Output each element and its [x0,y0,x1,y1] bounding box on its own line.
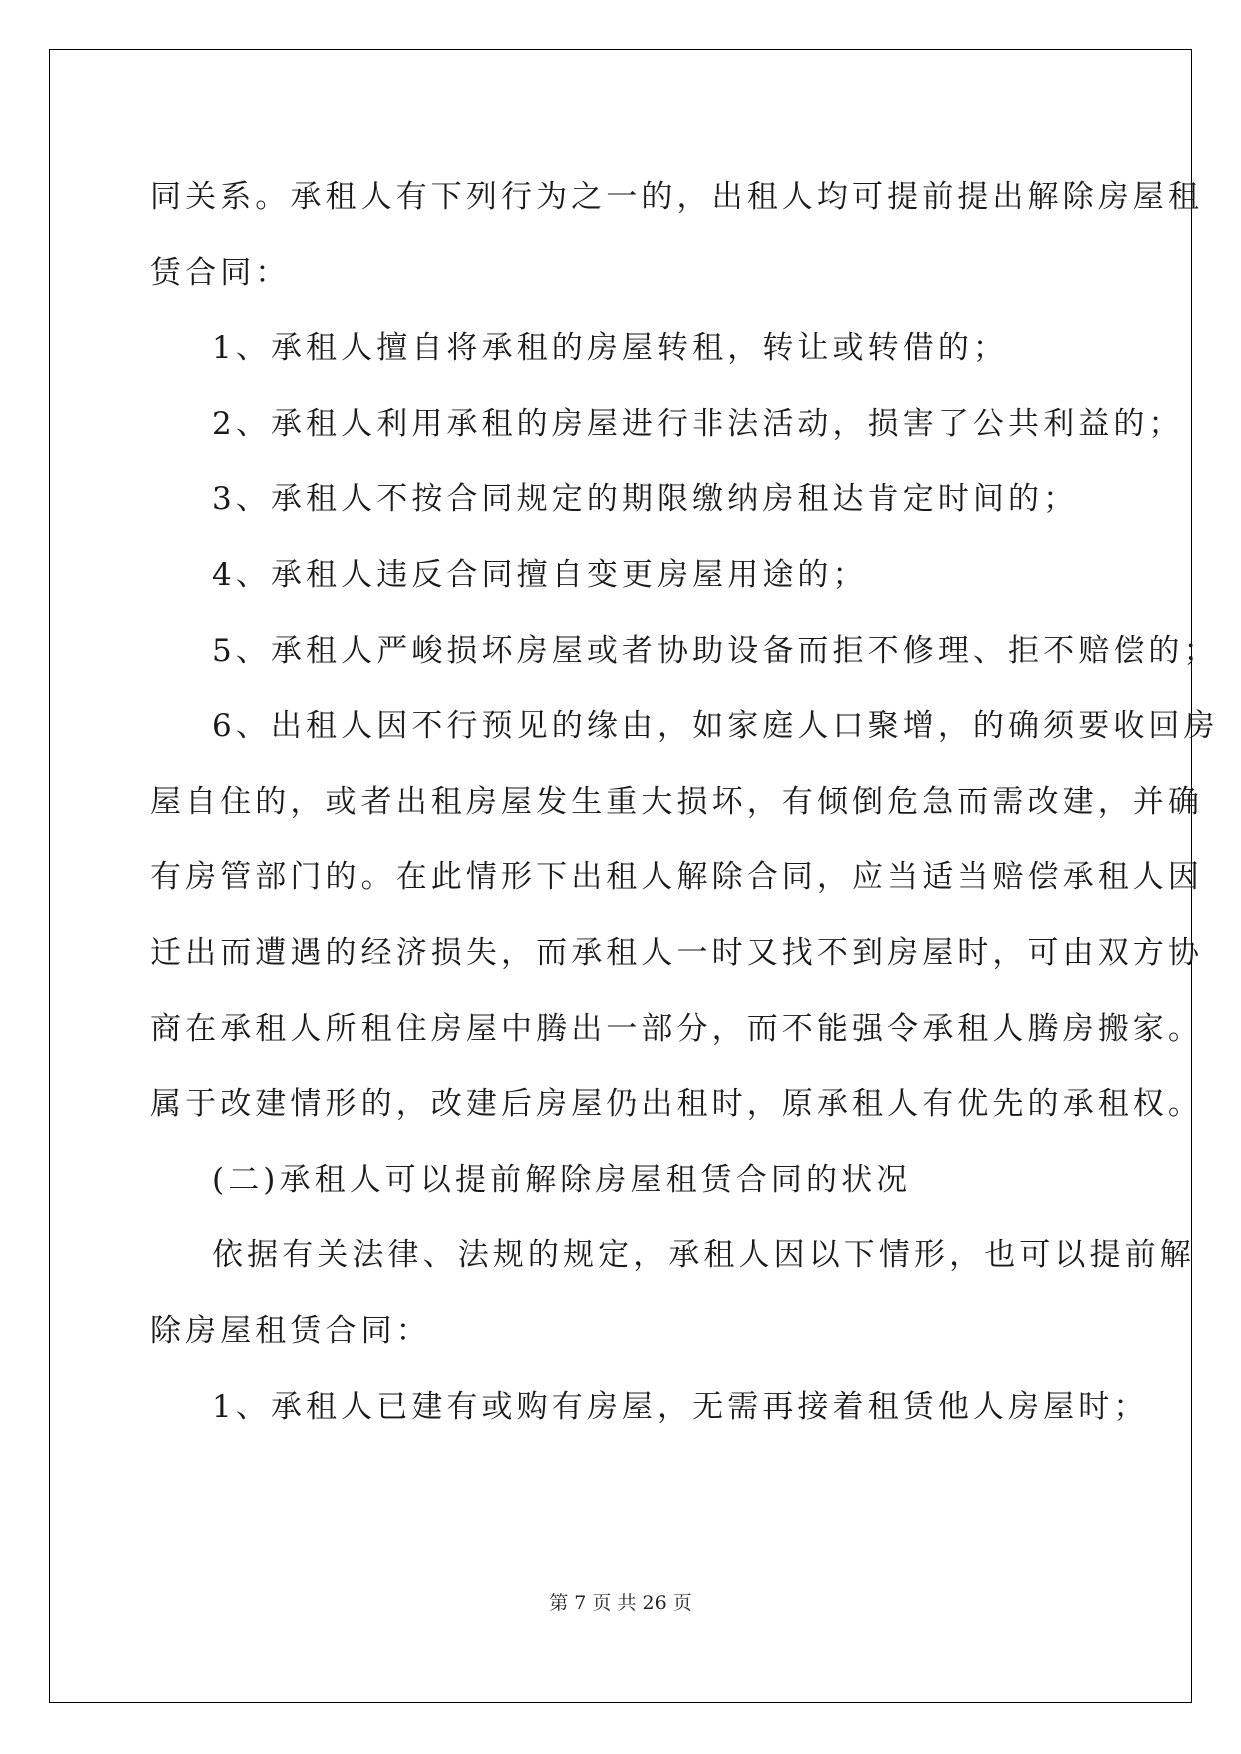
section-heading: (二)承租人可以提前解除房屋租赁合同的状况 [212,1161,912,1198]
document-body [150,160,1219,1445]
paragraph-line: 迁出而遭遇的经济损失，而承租人一时又找不到房屋时，可由双方协 [150,934,1203,971]
paragraph-line: 屋自住的，或者出租房屋发生重大损坏，有倾倒危急而需改建，并确 [150,783,1203,820]
paragraph-line: 同关系。承租人有下列行为之一的，出租人均可提前提出解除房屋租 [150,179,1203,215]
paragraph-line: 依据有关法律、法规的规定，承租人因以下情形，也可以提前解 [212,1237,1195,1274]
list-item: 4、承租人违反合同擅自变更房屋用途的； [212,556,868,593]
list-item: 3、承租人不按合同规定的期限缴纳房租达肯定时间的； [212,481,1079,518]
paragraph-line: 商在承租人所租住房屋中腾出一部分，而不能强令承租人腾房搬家。 [150,1010,1203,1047]
list-item: 2、承租人利用承租的房屋进行非法活动，损害了公共利益的； [212,405,1184,442]
paragraph-line: 赁合同： [150,254,291,291]
paragraph-line: 属于改建情形的，改建后房屋仍出租时，原承租人有优先的承租权。 [150,1086,1203,1123]
list-item: 5、承租人严峻损坏房屋或者协助设备而拒不修理、拒不赔偿的； [212,632,1219,669]
list-item: 1、承租人擅自将承租的房屋转租，转让或转借的； [212,330,1009,367]
list-item: 6、出租人因不行预见的缘由，如家庭人口聚增，的确须要收回房 [212,708,1219,745]
paragraph-line: 有房管部门的。在此情形下出租人解除合同，应当适当赔偿承租人因 [150,859,1203,896]
page-number: 第 7 页 共 26 页 [549,1592,692,1614]
paragraph-line: 除房屋租赁合同： [150,1312,431,1349]
list-item: 1、承租人已建有或购有房屋，无需再接着租赁他人房屋时； [212,1388,1149,1425]
